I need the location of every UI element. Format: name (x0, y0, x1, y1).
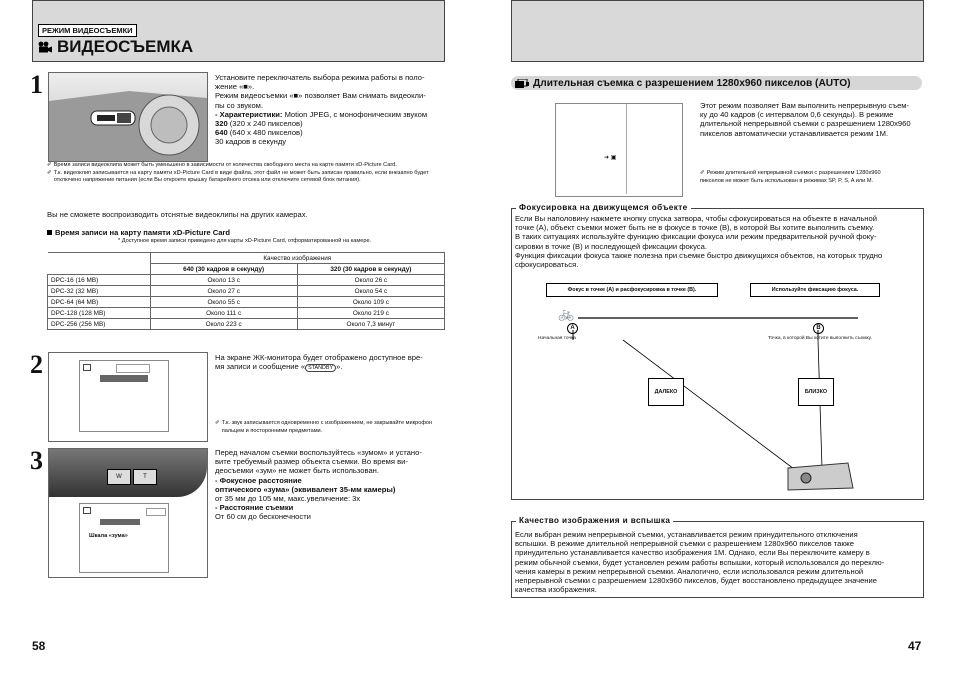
step-1-line: Установите переключатель выбора режима работы в поло- (215, 73, 425, 82)
focal-length-heading-2: оптического «зума» (эквивалент 35-мм камеры) (215, 484, 396, 494)
time-320-cell: Около 54 с (297, 286, 444, 297)
focus-title-text: Фокусировка на движущемся объекте (519, 203, 688, 212)
focus-line: Если Вы наполовину нажмете кнопку спуска затвора, чтобы сфокусироваться на объекте в начальной (515, 214, 877, 223)
shooting-distance-heading: - Расстояние съемки (215, 503, 294, 513)
step-1-line: пы со звуком. (215, 100, 264, 110)
time-640-cell: Около 111 с (150, 308, 297, 319)
focus-line: сировки в точке (B) и последующей фиксации фокуса. (515, 241, 707, 251)
focus-line: сфокусироваться. (515, 260, 579, 270)
cyclist-icon: 🚲 (558, 306, 575, 321)
step-2-screen (48, 352, 208, 442)
note-icon: ✐ (47, 169, 52, 176)
left-title (38, 37, 193, 57)
right-header-panel (511, 0, 924, 62)
intro-note-line: Режим длительной непрерывной съемки с разрешением 1280x960 (706, 170, 881, 176)
time-640-cell: Около 27 с (150, 286, 297, 297)
time-320-cell: Около 26 с (297, 275, 444, 286)
quality-line: режим обычной съемки, будет установлен режим работы вспышки, который использовался до переклю- (515, 557, 885, 567)
step-2-line-end: ». (336, 362, 343, 372)
table-title (47, 228, 230, 237)
section-title-bar (511, 76, 922, 90)
focus-section-title (516, 203, 691, 212)
lcd-status-bar (146, 508, 166, 516)
spec-text: Motion JPEG, с монофоническим звуком (282, 109, 428, 119)
lcd-mode-icon (83, 364, 91, 371)
spec-heading: - Характеристики: (215, 109, 283, 119)
lcd-standby-bar (100, 375, 148, 382)
focus-text (515, 214, 920, 269)
step-3-line: деосъемки «зум» не может быть использован. (215, 466, 379, 476)
zoom-w-button: W (107, 469, 131, 485)
table-group-header: Качество изображения (150, 253, 444, 264)
left-header-tab (38, 24, 137, 37)
intro-line: длительной непрерывной съемки с разрешением 1280x960 (700, 119, 911, 129)
step-3-number: 3 (30, 446, 43, 475)
end-point-label: Точка, в которой Вы хотите выполнить съемку. (768, 336, 872, 341)
frame-rate: 30 кадров в секунду (215, 137, 287, 147)
quality-text (515, 530, 920, 594)
page-title: ВИДЕОСЪЕМКА (57, 37, 194, 56)
zoom-scale-label: Шкала «зума» (89, 533, 128, 539)
quality-line: принудительно устанавливается качество изображения 1M. Однако, если Вы переключите камеру в (515, 548, 870, 558)
intro-text (700, 101, 925, 138)
table-row (48, 275, 445, 286)
movie-camera-icon (38, 41, 52, 53)
card-cell: DPC-256 (256 MB) (48, 319, 151, 330)
col-320-header: 320 (30 кадров в секунду) (297, 264, 444, 275)
step-1-number: 1 (30, 70, 43, 99)
card-cell: DPC-128 (128 MB) (48, 308, 151, 319)
lcd-indicator: ➜ ▣ (604, 155, 617, 161)
lcd-display (79, 360, 169, 432)
quality-line: вспышки. В режиме длительной непрерывной съемки с разрешением 1280x960 пикселов также (515, 539, 854, 549)
lcd-zoom-bar (100, 519, 140, 525)
focus-line: В таких ситуациях используйте функцию фиксации фокуса или режим предварительной ручной фоку- (515, 232, 877, 242)
quality-line: непрерывной съемки с разрешением 1280x960 пикселов, будет восстановлено предыдущее значение (515, 576, 877, 586)
note-icon: ✐ (47, 162, 52, 168)
step-3-line: Перед началом съемки воспользуйтесь «зумом» и устано- (215, 448, 422, 457)
step-1-notes (47, 162, 445, 185)
focal-length-heading: - Фокусное расстояние (215, 475, 302, 485)
time-640-cell: Около 55 с (150, 297, 297, 308)
step-2-text (215, 353, 445, 373)
playback-warning: Вы не сможете воспроизводить отснятые видеоклипы на других камерах. (47, 210, 308, 219)
lcd-mode-icon (83, 507, 91, 514)
col-640-header: 640 (30 кадров в секунду) (150, 264, 297, 275)
box-a-caption: Фокус в точке (A) и расфокусировка в точке (B). (546, 283, 718, 297)
table-row (48, 308, 445, 319)
intro-note (700, 170, 925, 185)
card-cell: DPC-32 (32 MB) (48, 286, 151, 297)
time-320-cell: Около 219 с (297, 308, 444, 319)
step-2-number: 2 (30, 350, 43, 379)
step-3-line: вите требуемый размер объекта съемки. Во время ви- (215, 457, 408, 467)
point-b-marker: B (813, 323, 824, 334)
note-icon: ✐ (700, 170, 705, 176)
recording-time-table (47, 252, 445, 330)
start-point-label: Начальная точка (538, 336, 576, 341)
focus-diagram (518, 278, 915, 492)
mode-dial-illustration (49, 73, 207, 161)
note-power: Т.к. видеоклип записывается на карту памяти xD-Picture Card в виде файла, этот файл не может быть записан правильно, если внезапно будет отключено напряжение питания (если Вы откроете крышку батарейного отсека или отключите сетевой блок питания). (53, 169, 429, 184)
step-1-line: Режим видеосъемки «■» позволяет Вам снимать видеокли- (215, 91, 426, 101)
size-320: 320 (215, 119, 228, 129)
table-footnote: * Доступное время записи приведено для карты xD-Picture Card, отформатированной на камере. (118, 238, 372, 244)
step-1-image (48, 72, 208, 162)
intro-line: Этот режим позволяет Вам выполнить непрерывную съем- (700, 101, 910, 110)
quality-line: качества изображения. (515, 585, 597, 595)
intro-note-line: пикселов не может быть использован в режимах SP, P, S, A или M. (700, 177, 874, 184)
focal-length-value: от 35 мм до 105 мм, макс.увеличение: 3x (215, 494, 361, 504)
card-cell: DPC-16 (16 MB) (48, 275, 151, 286)
lcd-status-bar (116, 364, 150, 373)
step-2-note (215, 420, 445, 435)
quality-title-text: Качество изображения и вспышка (519, 516, 671, 525)
far-label: ДАЛЕКО (648, 378, 684, 406)
intro-line: пикселов автоматически устанавливается режим 1M. (700, 128, 889, 138)
quality-line: чения камеры в режим непрерывной съемки. Аналогично, если использовался режим длительной (515, 566, 864, 576)
quality-section-title (516, 516, 673, 525)
time-320-cell: Около 7,3 минут (297, 319, 444, 330)
table-row (48, 297, 445, 308)
step-1-line: жение «■». (215, 82, 255, 92)
step-3-text (215, 448, 445, 522)
note-memory: Время записи видеоклипа может быть уменьшено в зависимости от количества свободного места на карте памяти xD-Picture Card. (53, 162, 397, 168)
focus-diagram-graphic (518, 278, 915, 492)
size-640-text: (640 x 480 пикселов) (227, 128, 303, 138)
step-2-line: На экране ЖК-монитора будет отображено доступное вре- (215, 353, 423, 362)
focus-line: Функция фиксации фокуса также полезна при съемке быстро движущихся объектов, на которых трудно (515, 250, 883, 260)
size-640: 640 (215, 128, 228, 138)
step-2-line: мя записи и сообщение « (215, 362, 306, 372)
note-icon: ✐ (215, 420, 220, 426)
right-page-number: 47 (908, 639, 922, 653)
microphone-note: Т.к. звук записывается одновременно с изображением, не закрывайте микрофон пальцем и посторонними предметами. (221, 420, 433, 434)
point-a-marker: A (567, 323, 578, 334)
zoom-t-button: T (133, 469, 157, 485)
time-640-cell: Около 223 с (150, 319, 297, 330)
near-label: БЛИЗКО (798, 378, 834, 406)
step-3-image (48, 448, 208, 578)
focus-line: точке (A), объект съемки может быть не в фокусе в точке (B), в которой Вы хотите выполнить съемку. (515, 223, 875, 233)
intro-line: ку до 40 кадров (с интервалом 0,6 секунды). В режиме (700, 110, 894, 120)
time-640-cell: Около 13 с (150, 275, 297, 286)
step-1-text (215, 73, 445, 147)
quality-line: Если выбран режим непрерывной съемки, устанавливается режим принудительного отключения (515, 530, 858, 539)
table-corner (48, 253, 151, 275)
card-cell: DPC-64 (64 MB) (48, 297, 151, 308)
table-row (48, 319, 445, 330)
continuous-shooting-icon (515, 79, 529, 88)
size-320-text: (320 x 240 пикселов) (227, 119, 303, 129)
standby-badge: STANDBY (305, 364, 336, 372)
lcd-preview (555, 103, 683, 197)
shooting-distance-value: От 60 см до бесконечности (215, 512, 311, 522)
table-title-text: Время записи на карту памяти xD-Picture Card (55, 228, 231, 237)
section-title: Длительная съемка с разрешением 1280x960 пикселов (AUTO) (533, 77, 851, 89)
header-tab-label: РЕЖИМ ВИДЕОСЪЕМКИ (42, 26, 133, 35)
time-320-cell: Около 109 с (297, 297, 444, 308)
box-b-caption: Используйте фиксацию фокуса. (750, 283, 880, 297)
square-bullet-icon (47, 230, 52, 235)
table-row (48, 286, 445, 297)
lcd-inner-frame (556, 104, 627, 194)
left-page-number: 58 (32, 639, 46, 653)
